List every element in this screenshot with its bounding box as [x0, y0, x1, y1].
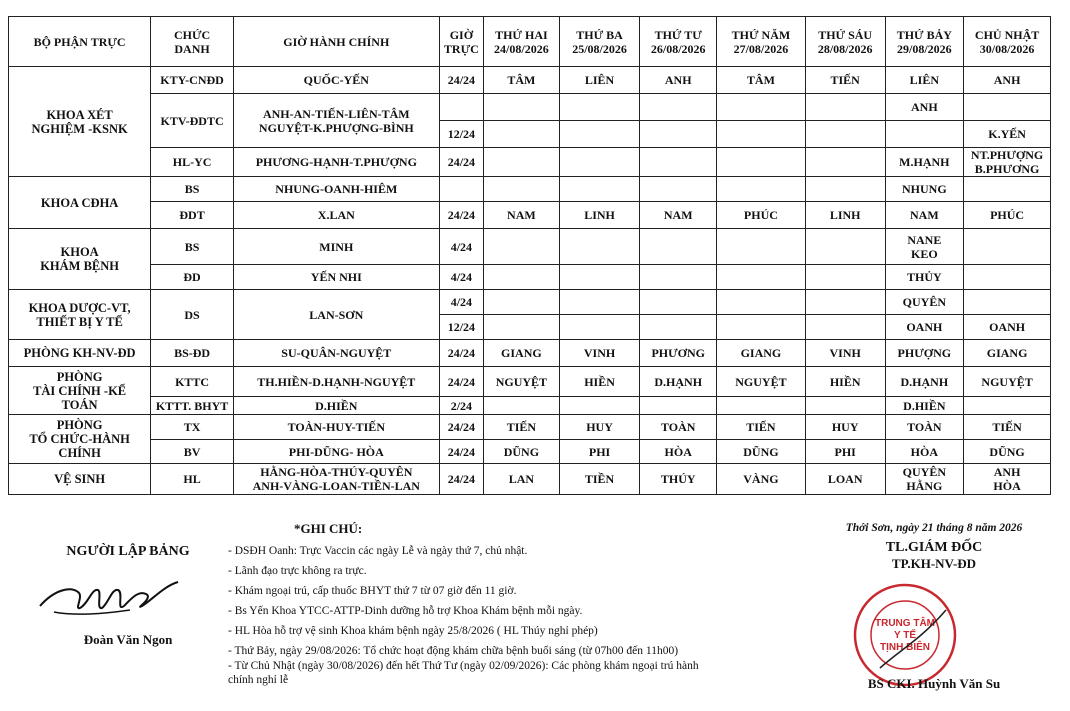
day-cell [717, 265, 806, 290]
svg-text:TỊNH BIÊN: TỊNH BIÊN [880, 642, 930, 653]
day-date: 29/08/2026 [897, 41, 952, 56]
day-cell: K.YẾN [964, 121, 1051, 148]
day-cell [484, 148, 560, 177]
day-cell [559, 94, 640, 121]
table-row [9, 397, 1051, 415]
day-cell: TIẾN [964, 415, 1051, 440]
day-cell [717, 290, 806, 315]
shift-cell [439, 177, 483, 202]
day-cell: LINH [805, 202, 885, 229]
day-cell: PHÚC [964, 202, 1051, 229]
dept-cell: PHÒNG KH-NV-ĐD [9, 340, 151, 367]
day-cell [964, 290, 1051, 315]
note-item: - HL Hòa hỗ trợ vệ sinh Khoa khám bệnh ngày 25/8/2026 ( HL Thúy nghỉ phép) [228, 625, 598, 637]
day-cell: D.HIỀN [885, 397, 964, 415]
day-cell: PHƯỢNG [885, 340, 964, 367]
day-cell [640, 229, 717, 265]
day-cell [640, 94, 717, 121]
creator-signature-icon [34, 566, 184, 626]
day-cell: LINH [559, 202, 640, 229]
title-cell: BS [151, 177, 234, 202]
day-name: THỨ BA [576, 27, 623, 42]
dept-cell: KHOA CĐHA [9, 177, 151, 229]
shift-cell: 24/24 [439, 367, 483, 397]
day-cell: D.HẠNH [640, 367, 717, 397]
shift-cell: 4/24 [439, 265, 483, 290]
hours-cell: ANH-AN-TIẾN-LIÊN-TÂM NGUYỆT-K.PHƯỢNG-BÌNH [233, 94, 439, 148]
day-cell: VINH [559, 340, 640, 367]
day-cell: HUY [559, 415, 640, 440]
notes-list [228, 544, 818, 687]
day-cell [484, 121, 560, 148]
day-cell: TIẾN [805, 67, 885, 94]
header-shift: GIỜ TRỰC [439, 17, 483, 67]
day-cell: DŨNG [484, 440, 560, 464]
day-cell: LIÊN [559, 67, 640, 94]
day-cell [964, 177, 1051, 202]
header-dept: BỘ PHẬN TRỰC [9, 17, 151, 67]
title-cell: KTY-CNĐD [151, 67, 234, 94]
table-row [9, 94, 1051, 121]
day-cell [640, 315, 717, 340]
day-cell [717, 229, 806, 265]
title-cell: BS-ĐD [151, 340, 234, 367]
title-cell: ĐD [151, 265, 234, 290]
title-cell: KTTC [151, 367, 234, 397]
header-title: CHỨC DANH [151, 17, 234, 67]
day-cell: ANH [964, 67, 1051, 94]
day-cell: ANH HÒA [964, 464, 1051, 495]
day-name: THỨ HAI [495, 27, 548, 42]
day-cell [559, 265, 640, 290]
day-cell [640, 265, 717, 290]
header-day-0 [484, 17, 560, 67]
day-cell [484, 265, 560, 290]
day-cell [805, 94, 885, 121]
day-date: 30/08/2026 [979, 41, 1035, 56]
note-item: - Khám ngoại trú, cấp thuốc BHYT thứ 7 từ 07 giờ đến 11 giờ. [228, 585, 517, 597]
day-cell [559, 290, 640, 315]
day-cell [964, 229, 1051, 265]
day-cell [717, 177, 806, 202]
day-cell [484, 290, 560, 315]
day-cell: HUY [805, 415, 885, 440]
duty-roster-table [8, 16, 1051, 495]
day-cell [640, 148, 717, 177]
shift-cell: 24/24 [439, 148, 483, 177]
day-cell [964, 94, 1051, 121]
table-row [9, 148, 1051, 177]
dept-cell: PHÒNG TÀI CHÍNH -KẾ TOÁN [9, 367, 151, 415]
day-cell [805, 148, 885, 177]
creator-title: NGƯỜI LẬP BẢNG [66, 544, 190, 559]
day-cell: LOAN [805, 464, 885, 495]
hours-cell: TOÀN-HUY-TIẾN [233, 415, 439, 440]
day-cell: HIỀN [805, 367, 885, 397]
day-cell [484, 397, 560, 415]
day-cell [805, 315, 885, 340]
day-cell: NANE KEO [885, 229, 964, 265]
approval-dept: TP.KH-NV-ĐD [891, 556, 977, 571]
day-name: THỨ NĂM [731, 27, 791, 42]
hours-cell: QUỐC-YẾN [233, 67, 439, 94]
dept-cell: KHOA DƯỢC-VT, THIẾT BỊ Y TẾ [9, 290, 151, 340]
day-cell [805, 229, 885, 265]
day-name: CHỦ NHẬT [974, 27, 1040, 42]
day-cell [484, 315, 560, 340]
day-cell [484, 177, 560, 202]
day-cell: TOÀN [640, 415, 717, 440]
day-cell [484, 94, 560, 121]
hours-cell: YẾN NHI [233, 265, 439, 290]
day-cell [484, 229, 560, 265]
header-day-3 [717, 17, 806, 67]
shift-cell: 24/24 [439, 202, 483, 229]
day-cell [805, 397, 885, 415]
shift-cell: 24/24 [439, 67, 483, 94]
title-cell: TX [151, 415, 234, 440]
day-cell [717, 148, 806, 177]
day-cell: VINH [805, 340, 885, 367]
table-row [9, 464, 1051, 495]
day-cell: THÚY [640, 464, 717, 495]
note-item: - Thứ Bảy, ngày 29/08/2026: Tổ chức hoạt động khám chữa bệnh buổi sáng (từ 07h00 đến 11h00) [228, 645, 679, 657]
day-cell [717, 315, 806, 340]
day-cell: PHI [559, 440, 640, 464]
table-row [9, 67, 1051, 94]
day-cell [717, 397, 806, 415]
day-cell: NAM [484, 202, 560, 229]
day-cell: NT.PHƯỢNG B.PHƯƠNG [964, 148, 1051, 177]
day-cell: D.HẠNH [885, 367, 964, 397]
table-row [9, 265, 1051, 290]
day-date: 26/08/2026 [650, 41, 706, 56]
title-cell: KTV-ĐDTC [151, 94, 234, 148]
day-cell: GIANG [717, 340, 806, 367]
shift-cell: 4/24 [439, 229, 483, 265]
day-cell: HÒA [885, 440, 964, 464]
hours-cell: PHI-DŨNG- HÒA [233, 440, 439, 464]
day-cell: HÒA [640, 440, 717, 464]
title-cell: ĐDT [151, 202, 234, 229]
hours-cell: TH.HIỀN-D.HẠNH-NGUYỆT [233, 367, 439, 397]
creator-name: Đoàn Văn Ngon [83, 632, 173, 647]
day-cell [964, 397, 1051, 415]
svg-text:Y TẾ: Y TẾ [893, 630, 917, 641]
day-cell [717, 94, 806, 121]
day-cell [805, 177, 885, 202]
shift-cell: 2/24 [439, 397, 483, 415]
title-cell: BS [151, 229, 234, 265]
day-cell: VÀNG [717, 464, 806, 495]
day-cell [559, 121, 640, 148]
shift-cell: 24/24 [439, 415, 483, 440]
shift-cell: 4/24 [439, 290, 483, 315]
hours-cell: HẰNG-HÒA-THÚY-QUYÊN ANH-VÀNG-LOAN-TIỀN-LAN [233, 464, 439, 495]
table-row [9, 229, 1051, 265]
day-cell [559, 148, 640, 177]
day-name: THỨ TƯ [654, 27, 702, 42]
svg-text:TRUNG TÂM: TRUNG TÂM [875, 618, 935, 629]
day-cell [640, 290, 717, 315]
day-cell: GIANG [964, 340, 1051, 367]
table-row [9, 440, 1051, 464]
day-cell: TIẾN [717, 415, 806, 440]
shift-cell: 24/24 [439, 464, 483, 495]
day-cell: NGUYỆT [717, 367, 806, 397]
hours-cell: D.HIỀN [233, 397, 439, 415]
signer-name: BS CKI. Huỳnh Văn Su [867, 676, 1001, 691]
note-item: - DSĐH Oanh: Trực Vaccin các ngày Lễ và ngày thứ 7, chủ nhật. [228, 545, 528, 557]
hours-cell: PHƯƠNG-HẠNH-T.PHƯỢNG [233, 148, 439, 177]
note-item: - Bs Yến Khoa YTCC-ATTP-Dinh dưỡng hỗ trợ Khoa Khám bệnh mỗi ngày. [228, 605, 583, 617]
day-date: 28/08/2026 [817, 41, 873, 56]
header-day-6 [964, 17, 1051, 67]
note-item: - Từ Chủ Nhật (ngày 30/08/2026) đến hết Thứ Tư (ngày 02/09/2026): Các phòng khám ngoại trú hành chính nghỉ lễ [228, 660, 699, 686]
day-cell: ANH [885, 94, 964, 121]
title-cell: KTTT. BHYT [151, 397, 234, 415]
day-cell: TÂM [484, 67, 560, 94]
day-cell: OANH [885, 315, 964, 340]
dept-cell: VỆ SINH [9, 464, 151, 495]
day-cell: NAM [885, 202, 964, 229]
day-cell [805, 121, 885, 148]
day-cell: TIẾN [484, 415, 560, 440]
title-cell: BV [151, 440, 234, 464]
day-cell [559, 229, 640, 265]
day-cell: TOÀN [885, 415, 964, 440]
day-name: THỨ SÁU [818, 27, 873, 42]
table-row [9, 340, 1051, 367]
dept-cell: PHÒNG TỔ CHỨC-HÀNH CHÍNH [9, 415, 151, 464]
table-row [9, 415, 1051, 440]
day-cell [640, 397, 717, 415]
hours-cell: X.LAN [233, 202, 439, 229]
table-row [9, 177, 1051, 202]
day-cell [559, 397, 640, 415]
header-hours: GIỜ HÀNH CHÍNH [233, 17, 439, 67]
day-cell [805, 265, 885, 290]
day-cell: NHUNG [885, 177, 964, 202]
hours-cell: LAN-SƠN [233, 290, 439, 340]
place-date: Thới Sơn, ngày 21 tháng 8 năm 2026 [845, 522, 1023, 534]
day-date: 24/08/2026 [494, 41, 549, 56]
day-cell: NAM [640, 202, 717, 229]
approval-block [818, 522, 1050, 572]
day-cell: ANH [640, 67, 717, 94]
day-cell: TIỀN [559, 464, 640, 495]
day-cell: GIANG [484, 340, 560, 367]
dept-cell: KHOA KHÁM BỆNH [9, 229, 151, 290]
hours-cell: NHUNG-OANH-HIÊM [233, 177, 439, 202]
creator-block [38, 544, 218, 647]
day-cell [640, 177, 717, 202]
title-cell: HL [151, 464, 234, 495]
day-cell: TÂM [717, 67, 806, 94]
shift-cell: 12/24 [439, 315, 483, 340]
day-cell: NGUYỆT [484, 367, 560, 397]
day-cell: LAN [484, 464, 560, 495]
table-row [9, 202, 1051, 229]
shift-cell [439, 94, 483, 121]
day-cell: DŨNG [717, 440, 806, 464]
day-cell [559, 315, 640, 340]
table-row [9, 290, 1051, 315]
day-name: THỨ BẢY [896, 27, 952, 42]
title-cell: HL-YC [151, 148, 234, 177]
table-row [9, 367, 1051, 397]
shift-cell: 12/24 [439, 121, 483, 148]
day-cell: PHƯƠNG [640, 340, 717, 367]
shift-cell: 24/24 [439, 340, 483, 367]
hours-cell: MINH [233, 229, 439, 265]
day-date: 25/08/2026 [572, 41, 627, 56]
note-item: - Lãnh đạo trực không ra trực. [228, 565, 367, 577]
header-day-1 [559, 17, 640, 67]
notes-section [228, 521, 818, 688]
day-cell [640, 121, 717, 148]
approval-title: TL.GIÁM ĐỐC [885, 540, 983, 555]
day-cell: LIÊN [885, 67, 964, 94]
official-stamp-icon [850, 580, 960, 690]
day-cell: QUYÊN [885, 290, 964, 315]
day-cell [717, 121, 806, 148]
day-cell: THỦY [885, 265, 964, 290]
day-date: 27/08/2026 [733, 41, 789, 56]
day-cell: OANH [964, 315, 1051, 340]
header-day-5 [885, 17, 964, 67]
day-cell [805, 290, 885, 315]
hours-cell: SU-QUÂN-NGUYỆT [233, 340, 439, 367]
day-cell [964, 265, 1051, 290]
day-cell: NGUYỆT [964, 367, 1051, 397]
day-cell: M.HẠNH [885, 148, 964, 177]
dept-cell: KHOA XÉT NGHIỆM -KSNK [9, 67, 151, 177]
day-cell: PHI [805, 440, 885, 464]
shift-cell: 24/24 [439, 440, 483, 464]
day-cell [885, 121, 964, 148]
day-cell [559, 177, 640, 202]
day-cell: PHÚC [717, 202, 806, 229]
notes-title: *GHI CHÚ: [294, 521, 363, 536]
header-day-2 [640, 17, 717, 67]
header-day-4 [805, 17, 885, 67]
day-cell: QUYÊN HẰNG [885, 464, 964, 495]
day-cell: DŨNG [964, 440, 1051, 464]
title-cell: DS [151, 290, 234, 340]
day-cell: HIỀN [559, 367, 640, 397]
